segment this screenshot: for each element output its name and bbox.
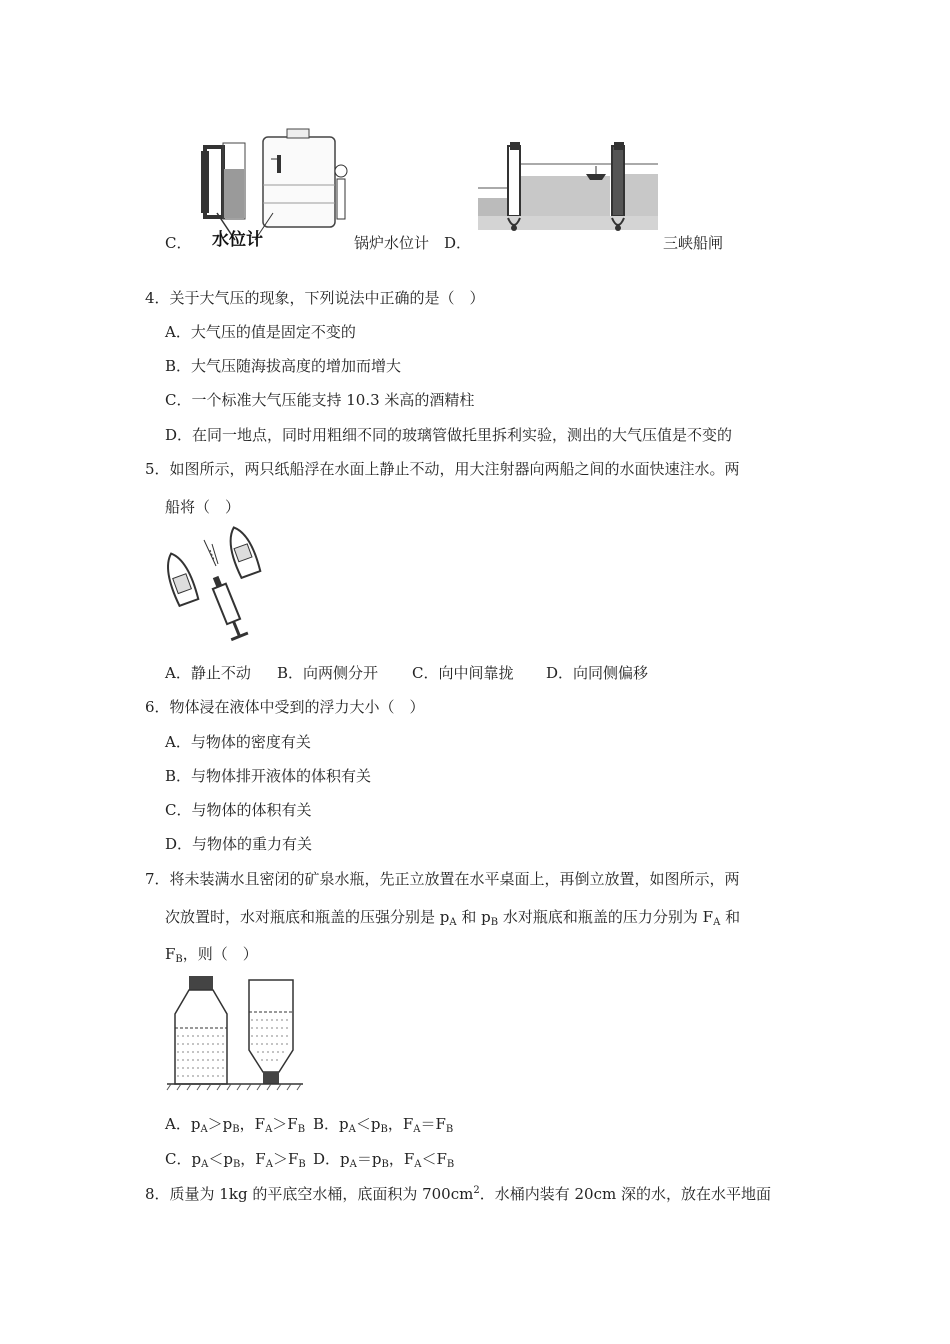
q6-option-d: D．与物体的重力有关 [165, 835, 313, 853]
q5-option-a: A．静止不动 [165, 664, 251, 682]
q3-option-c-label: 锅炉水位计 [354, 234, 430, 252]
q7-option-a: A．$p_A>p_B$，$F_A>F_B$ [165, 1115, 306, 1135]
q5-stem-line2: 船将（ ） [165, 498, 241, 516]
three-gorges-lock-figure [478, 140, 658, 240]
q5-option-c: C．向中间靠拢 [412, 664, 514, 682]
q6-option-a: A．与物体的密度有关 [165, 733, 311, 751]
q6-stem: 6．物体浸在液体中受到的浮力大小（ ） [145, 698, 425, 716]
q7-stem-line2: 次放置时，水对瓶底和瓶盖的压强分别是 $p_A$ 和 $p_B$ 水对瓶底和瓶盖的压力分别为 $F_A$ 和 [165, 908, 741, 928]
q7-stem-line1: 7．将未装满水且密闭的矿泉水瓶，先正立放置在水平桌面上，再倒立放置，如图所示，两 [145, 870, 740, 888]
paper-boats-syringe-figure [160, 520, 270, 645]
q3-option-d-letter: D． [444, 234, 472, 252]
q4-option-a: A．大气压的值是固定不变的 [165, 323, 356, 341]
q4-option-b: B．大气压随海拔高度的增加而增大 [165, 357, 402, 375]
q8-stem: 8．质量为 1kg 的平底空水桶，底面积为 $700cm^2$．水桶内装有 20cm 深的水，放在水平地面 [145, 1185, 771, 1203]
q6-option-c: C．与物体的体积有关 [165, 801, 312, 819]
q7-option-d: D．$p_A=p_B$，$F_A<F_B$ [313, 1150, 455, 1170]
q7-stem-line3: $F_B$，则（ ） [165, 945, 258, 965]
q7-option-b: B．$p_A<p_B$，$F_A=F_B$ [313, 1115, 454, 1135]
q5-option-b: B．向两侧分开 [277, 664, 379, 682]
q6-option-b: B．与物体排开液体的体积有关 [165, 767, 372, 785]
q3-option-d-label: 三峡船闸 [663, 234, 724, 252]
q4-option-c: C．一个标准大气压能支持 10.3 米高的酒精柱 [165, 391, 475, 409]
q3-option-c-letter: C． [165, 234, 192, 252]
q5-stem-line1: 5．如图所示，两只纸船浮在水面上静止不动，用大注射器向两船之间的水面快速注水。两 [145, 460, 740, 478]
water-gauge-caption: 水位计 [212, 230, 263, 250]
q5-option-d: D．向同侧偏移 [546, 664, 649, 682]
q4-option-d: D．在同一地点，同时用粗细不同的玻璃管做托里拆利实验，测出的大气压值是不变的 [165, 426, 733, 444]
water-bottles-figure [165, 972, 305, 1092]
q4-stem: 4．关于大气压的现象，下列说法中正确的是（ ） [145, 289, 485, 307]
q7-option-c: C．$p_A<p_B$，$F_A>F_B$ [165, 1150, 306, 1170]
